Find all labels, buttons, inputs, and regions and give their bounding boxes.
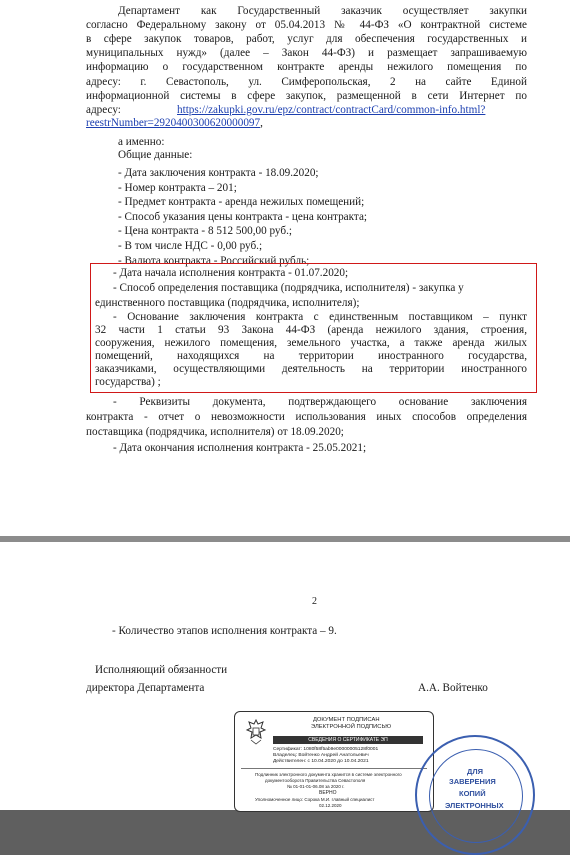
general-data-item-line: - Валюта контракта - Российский рубль; xyxy=(118,254,310,267)
contract-link-line2-wrap xyxy=(86,117,263,130)
method-item-line2: единственного поставщика (подрядчика, исполнителя); xyxy=(95,297,360,309)
seal-line-2: ЗАВЕРЕНИЯ xyxy=(449,777,496,786)
intro-paragraph-line: информационной системы в сфере закупок, размещенной в сети Интернет по xyxy=(86,89,527,102)
general-data-item-line: - В том числе НДС - 0,00 руб.; xyxy=(118,240,263,252)
signer-title-line2: директора Департамента xyxy=(86,682,205,694)
url-suffix: , xyxy=(260,117,263,129)
seal-line-3: КОПИЙ xyxy=(459,789,486,798)
start-date-item: - Дата начала исполнения контракта - 01.07.2020; xyxy=(113,267,349,279)
requisites-item-last: поставщика (подрядчика, исполнителя) от 18.09.2020; xyxy=(86,426,344,438)
signer-title-line1: Исполняющий обязанности xyxy=(95,664,228,676)
intro-paragraph-line: согласно Федеральному закону от 05.04.2013 № 44-ФЗ «О контрактной системе xyxy=(86,19,527,32)
intro-text: а именно: xyxy=(118,136,165,148)
basis-item-line: сооружения, нежилого помещения, земельного участка, а также аренда жилых xyxy=(95,337,527,350)
page-number: 2 xyxy=(312,596,317,607)
contract-link-line2[interactable]: reestrNumber=2920400300620000097 xyxy=(86,117,261,129)
stamp-cert-heading: СВЕДЕНИЯ О СЕРТИФИКАТЕ ЭП xyxy=(273,736,423,744)
general-data-item-line: - Способ указания цены контракта - цена контракта; xyxy=(118,210,368,223)
requisites-item-line: контракта - отчет о невозможности использования иных способов определения xyxy=(86,411,527,423)
url-prefix: адресу: xyxy=(86,104,121,116)
end-date-item: - Дата окончания исполнения контракта - 25.05.2021; xyxy=(113,442,367,454)
intro-paragraph-line: информацию о государственном контракте аренды нежилого помещения по xyxy=(86,61,527,74)
stamp-note-3: № 01-01-01-06.08 за 2020 г. xyxy=(287,784,345,789)
seal-line-1: ДЛЯ xyxy=(467,767,483,776)
general-heading: Общие данные: xyxy=(118,149,193,161)
stamp-separator xyxy=(241,768,427,769)
basis-item-last: государства) ; xyxy=(95,376,161,388)
stamp-valid-line: Действителен: с 10.04.2020 до 10.04.2021 xyxy=(273,759,369,764)
coat-of-arms-icon xyxy=(243,718,269,746)
intro-paragraph-line: адресу: г. Севастополь, ул. Симферопольская, 2 на сайте Единой xyxy=(86,75,527,88)
basis-item-line: 32 части 1 статьи 93 Закона 44-ФЗ (аренда нежилого здания, строения, xyxy=(95,324,527,337)
stamp-verno: ВЕРНО xyxy=(319,790,337,796)
general-data-item-line: - Цена контракта - 8 512 500,00 руб.; xyxy=(118,225,292,238)
basis-item-line: - Основание заключения контракта с единственным поставщиком – пункт xyxy=(113,311,527,323)
stamp-note-1: Подлинник электронного документа хранится в системе электронного xyxy=(255,772,402,777)
stamp-title-2: ЭЛЕКТРОННОЙ ПОДПИСЬЮ xyxy=(311,724,392,730)
stamp-note-5: 02.12.2020 xyxy=(319,803,342,808)
seal-line-4: ЭЛЕКТРОННЫХ xyxy=(445,801,504,810)
intro-paragraph-line: Департамент как Государственный заказчик осуществляет закупки xyxy=(118,5,527,17)
requisites-item-line: - Реквизиты документа, подтверждающего основание заключения xyxy=(113,396,527,408)
signer-name: А.А. Войтенко xyxy=(418,682,488,694)
basis-item-line: помещений, находящихся на территории иностранного государства, xyxy=(95,350,527,363)
method-item-line1: - Способ определения поставщика (подрядчика, исполнителя) - закупка у xyxy=(113,282,464,294)
general-data-item-line: - Дата заключения контракта - 18.09.2020; xyxy=(118,167,319,179)
intro-paragraph-line: в сфере закупок товаров, работ, услуг для обеспечения государственных и xyxy=(86,33,527,46)
certification-seal xyxy=(415,735,535,855)
basis-item-line: заказчиками, осуществляющими деятельность на территории иностранного xyxy=(95,363,527,376)
intro-paragraph-line: муниципальных нужд» (далее – Закон 44-ФЗ) и размещает запрашиваемую xyxy=(86,47,527,60)
contract-link[interactable]: https://zakupki.gov.ru/epz/contract/contractCard/common-info.html? xyxy=(177,104,486,116)
stamp-owner-line: Владелец: Войтенко Андрей Анатольевич xyxy=(273,753,369,758)
general-data-item-line: - Номер контракта – 201; xyxy=(118,181,237,194)
general-data-item-line: - Предмет контракта - аренда нежилых помещений; xyxy=(118,196,365,209)
stages-item: - Количество этапов исполнения контракта – 9. xyxy=(112,625,337,637)
stamp-title-1: ДОКУМЕНТ ПОДПИСАН xyxy=(313,717,380,723)
stamp-note-4: Уполномоченное лицо: Сорока М.И. главный специалист xyxy=(255,797,375,802)
e-signature-stamp xyxy=(234,711,434,812)
stamp-note-2: документооборота Правительства Севастополя xyxy=(265,778,366,783)
stamp-cert-line: Сертификат: 1080f58f5ab9e00000005128f0001 xyxy=(273,747,379,752)
